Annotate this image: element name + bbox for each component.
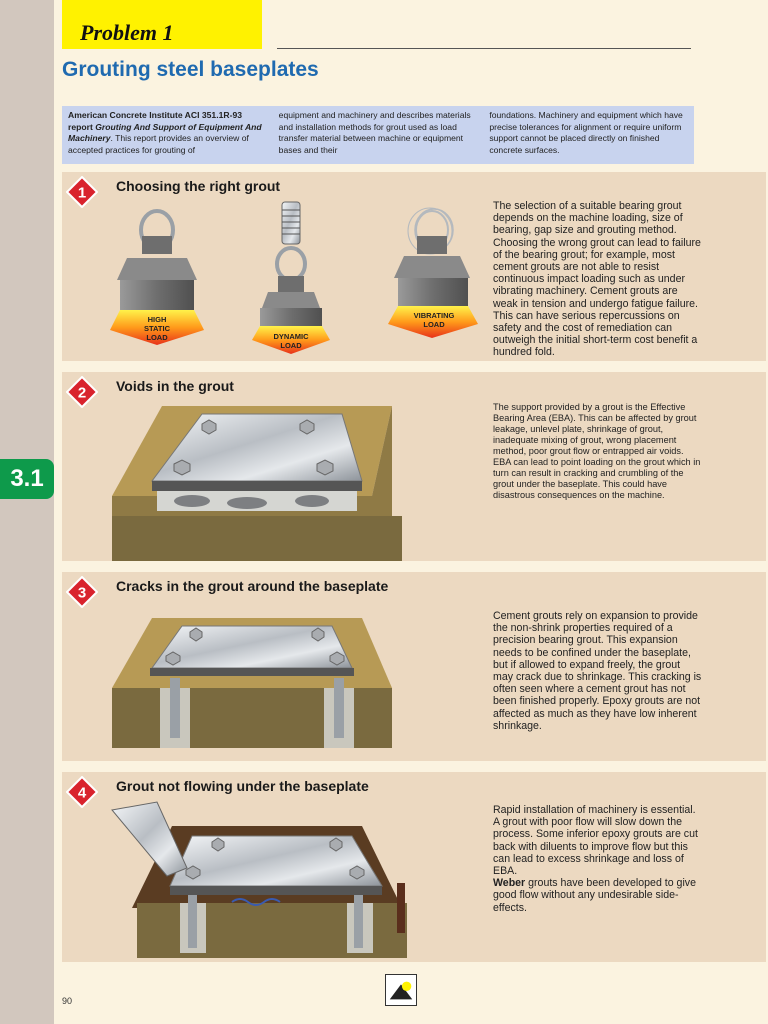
panel-heading: Cracks in the grout around the baseplate: [116, 578, 389, 594]
load-types-illustration: [62, 200, 482, 360]
step-number: 2: [77, 384, 87, 402]
panel-body: The selection of a suitable bearing grout depends on the machine loading, size of bearing, gap size and grouting method. Choosing the wrong grout can lead to failure of the bearing grout; for example, most cement grouts are not able to resist continuous impact loading such as under vibrating machinery. Cement grouts are weak in tension and undergo fatigue failure. This can have serious repercussions on safety and the cost of remediation can outweigh the initial short-term cost benefit a hundred fold.: [493, 200, 701, 359]
panel-cracks: [62, 572, 766, 761]
intro-text-1: . This report provides an overview of accepted practices for grouting of: [68, 133, 249, 155]
step-badge-2-icon: [66, 376, 98, 408]
publisher-logo-icon: [385, 974, 417, 1006]
load-label: VIBRATING: [413, 311, 455, 320]
header-rule: [277, 48, 691, 49]
panel-heading: Voids in the grout: [116, 378, 234, 394]
load-label: LOAD: [146, 333, 168, 342]
load-label: LOAD: [423, 320, 445, 329]
panel-choosing-grout: [62, 172, 766, 361]
cracks-baseplate-illustration: [62, 608, 482, 758]
panel-grout-flow: [62, 772, 766, 962]
intro-column-3: [489, 110, 688, 160]
panel-body: [493, 804, 703, 914]
panel-body-tail: grouts have been developed to give good flow without any undesirable side-effects.: [493, 877, 696, 914]
intro-column-2: [279, 110, 478, 160]
section-tab: 3.1: [0, 459, 54, 499]
panel-body: Cement grouts rely on expansion to provide the non-shrink properties required of a precision bearing grout. This expansion needs to be confined under the baseplate, but if allowed to expand freely, the grout may crack due to shrinkage. This cracking is often seen where a cement grout has not been finished properly. Epoxy grouts are not affected as much as they have low inherent shrinkage.: [493, 610, 702, 732]
intro-citation: American Concrete Institute ACI 351.1R-93 report: [68, 110, 242, 132]
panel-voids: [62, 372, 766, 561]
voids-baseplate-illustration: [62, 406, 482, 561]
load-label: STATIC: [144, 324, 170, 333]
intro-box: [62, 106, 694, 164]
load-label: DYNAMIC: [273, 332, 309, 341]
load-label: HIGH: [147, 315, 167, 324]
intro-text-2: equipment and machinery and describes materials and installation methods for grout used as load transfer material between machine or equipment bases and their: [278, 110, 471, 155]
panel-body-text: Rapid installation of machinery is essential. A grout with poor flow will slow down the process. Some inferior epoxy grouts are cut back with diluents to improve flow but this can lead to excess shrinkage and loss of EBA.: [493, 804, 698, 878]
page-number: 90: [62, 996, 73, 1006]
step-number: 1: [77, 184, 87, 202]
problem-label-box: [62, 0, 262, 49]
intro-report-title: Grouting And Support of Equipment And Machinery: [68, 121, 262, 143]
panel-body: The support provided by a grout is the Effective Bearing Area (EBA). This can be affected by grout leakage, unlevel plate, shrinkage of grout, inadequate mixing of grout, wrong placement method, poor grout flow or entrapped air voids. EBA can lead to point loading on the grout which in turn can result in cracking and crumbling of the grout under the baseplate. This could have disastrous consequences on the machine.: [493, 402, 701, 500]
dynamic-load-spring-icon: [252, 202, 330, 354]
vibrating-load-weight-icon: [388, 208, 478, 338]
left-margin-strip: [0, 0, 54, 1024]
grout-flow-baseplate-illustration: [62, 798, 482, 958]
intro-column-1: [68, 110, 267, 160]
step-number: 4: [77, 784, 87, 802]
panel-heading: Choosing the right grout: [116, 178, 281, 194]
load-label: LOAD: [280, 341, 302, 350]
brand-name: Weber: [493, 877, 526, 890]
problem-label: Problem 1: [80, 20, 174, 45]
step-badge-3-icon: [66, 576, 98, 608]
intro-text-3: foundations. Machinery and equipment which have precise tolerances for alignment or require uniform support cannot be placed directly on finished concrete surfaces.: [489, 110, 683, 155]
page-title: Grouting steel baseplates: [62, 58, 319, 81]
high-static-load-weight-icon: [110, 211, 204, 345]
panel-heading: Grout not flowing under the baseplate: [116, 778, 369, 794]
step-number: 3: [77, 584, 87, 602]
